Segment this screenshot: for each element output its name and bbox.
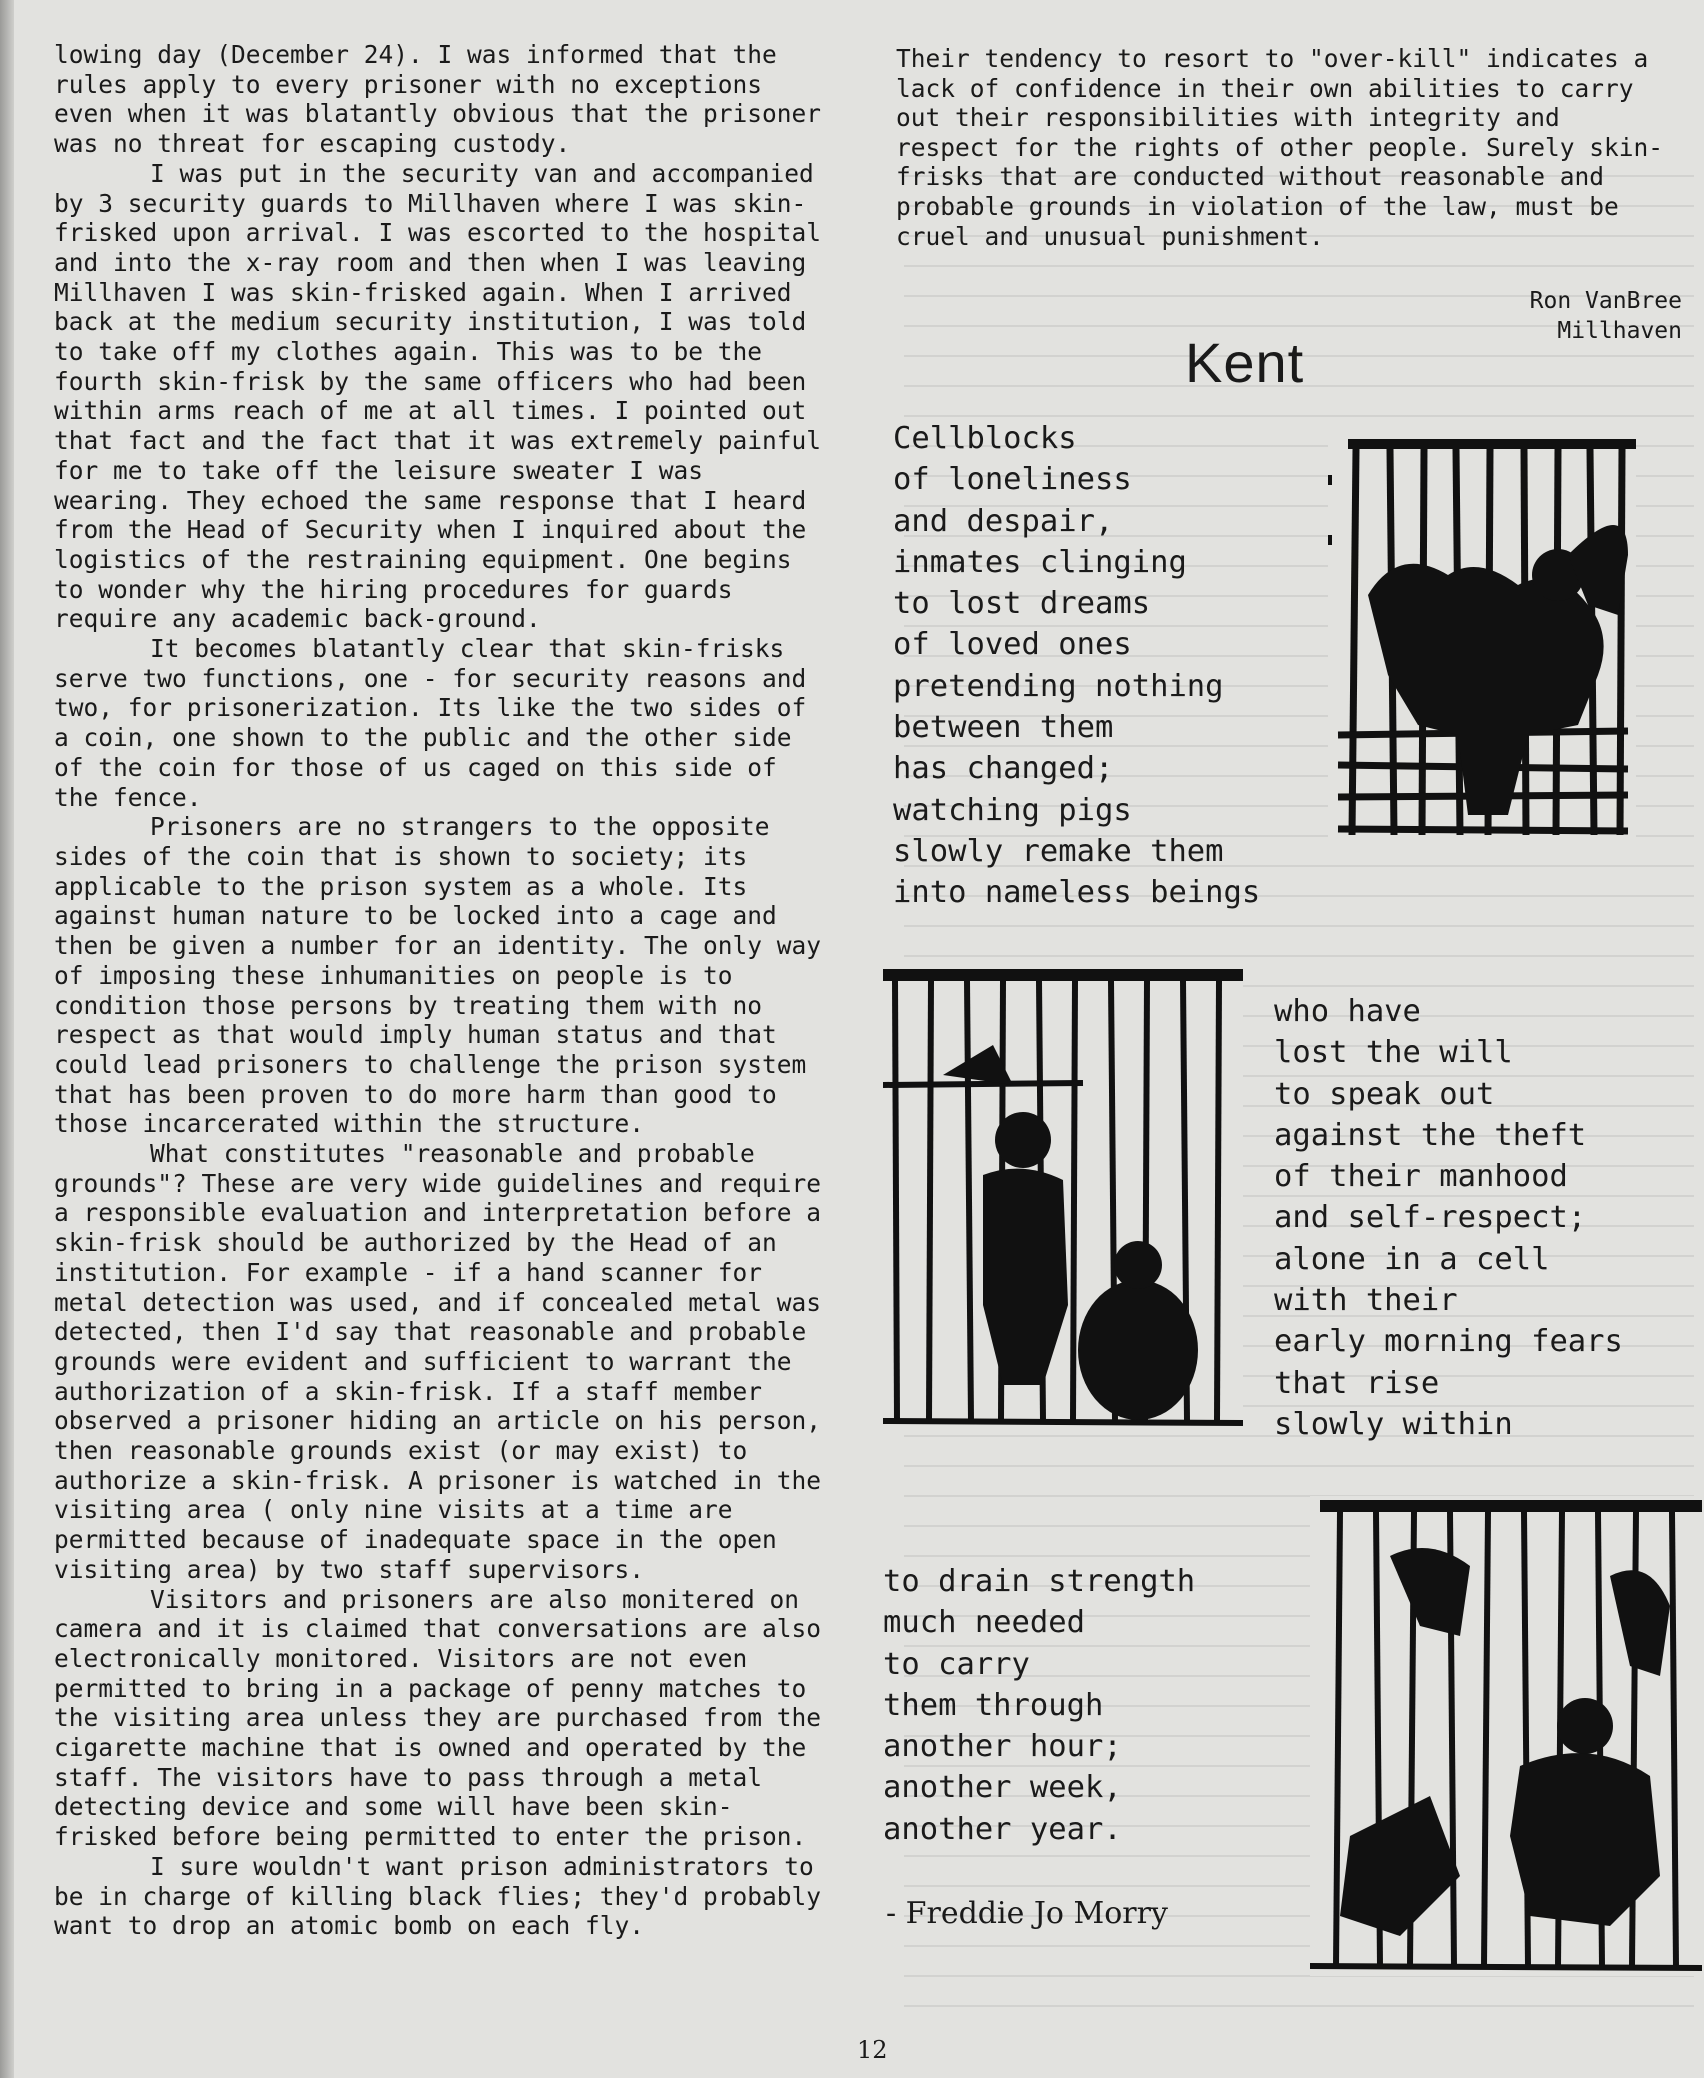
poem-line: into nameless beings <box>893 875 1261 911</box>
article-signature <box>1530 286 1682 346</box>
page-number: 12 <box>857 2036 888 2064</box>
poem-line: slowly remake them <box>893 833 1224 869</box>
poem-line: Cellblocks <box>893 421 1077 456</box>
poem-line: to lost dreams <box>893 586 1151 622</box>
poem-line: and despair, <box>893 503 1114 539</box>
poem-line: between them <box>893 710 1114 746</box>
article-paragraph: It becomes blatantly clear that skin-frisks serve two functions, one - for security reasons and two, for prisonerization. Its like the two sides of a coin, one shown to the public and the other side of the coin for those of us caged on this side of the fence. <box>54 634 807 812</box>
prison-bars-seated-icon <box>1310 1496 1702 1976</box>
poem-line: that rise <box>1274 1365 1440 1401</box>
article-paragraph: What constitutes "reasonable and probable grounds"? These are very wide guidelines and require a responsible evaluation and interpretation before a skin-frisk should be authorized by the Head of an institution. For example - if a hand scanner for metal detection was used, and if concealed metal was detected, then I'd say that reasonable and probable grounds were evident and sufficient to warrant the authorization of a skin-frisk. If a staff member observed a prisoner hiding an article on his person, then reasonable grounds exist (or may exist) to authorize a skin-frisk. A prisoner is watched in the visiting area ( only nine visits at a time are permitted because of inadequate space in the open visiting area) by two staff supervisors. <box>54 1139 822 1584</box>
article-paragraph: Visitors and prisoners are also monitered on camera and it is claimed that conversations are also electronically monitored. Visitors are not even permitted to bring in a package of penny matches to the visiting area unless they are purchased from the cigarette machine that is owned and operated by the staff. The visitors have to pass through a metal detecting device and some will have been skin-frisked before being permitted to enter the prison. <box>54 1584 822 1852</box>
poem-line: to speak out <box>1274 1076 1495 1112</box>
poem-stanza-3 <box>883 1561 1195 1850</box>
poem-stanza-2 <box>1274 991 1623 1445</box>
poem-line: another year. <box>883 1811 1122 1847</box>
poem-line: has changed; <box>893 751 1114 787</box>
poem-line: early morning fears <box>1274 1324 1623 1360</box>
article-paragraph: I sure wouldn't want prison administrators to be in charge of killing black flies; they'd probably want to drop an atomic bomb on each fly. <box>54 1851 822 1941</box>
poem-line: slowly within <box>1274 1406 1513 1442</box>
poem-line: another week, <box>883 1770 1122 1806</box>
poem-line: of loneliness <box>893 462 1132 498</box>
article-conclusion: Their tendency to resort to "over-kill" indicates a lack of confidence in their own abilities to carry out their responsibilities with integrity and respect for the rights of other people. Surely skin-frisks that are conducted without reasonable and probable grounds in violation of the law, must be cruel and unusual punishment. <box>896 44 1664 251</box>
left-article-column <box>54 40 834 1941</box>
article-paragraph: lowing day (December 24). I was informed that the rules apply to every prisoner with no exceptions even when it was blatantly obvious that the prisoner was no threat for escaping custody. <box>54 40 822 159</box>
poem-line: of loved ones <box>893 627 1132 663</box>
poem-author: - Freddie Jo Morry <box>886 1896 1168 1931</box>
poem-line: another hour; <box>883 1729 1122 1765</box>
poem-line: of their manhood <box>1274 1159 1568 1195</box>
poem-line: with their <box>1274 1283 1458 1319</box>
poem-line: watching pigs <box>893 792 1132 828</box>
article-paragraph: Prisoners are no strangers to the opposite sides of the coin that is shown to society; its applicable to the prison system as a whole. Its against human nature to be locked into a cage and then be given a number for an identity. The only way of imposing these inhumanities on people is to condition those persons by treating them with no respect as that would imply human status and that could lead prisoners to challenge the prison system that has been proven to do more harm than good to those incarcerated within the structure. <box>54 812 822 1139</box>
article-paragraph: I was put in the security van and accompanied by 3 security guards to Millhaven where I was skin-frisked upon arrival. I was escorted to the hospital and into the x-ray room and then when I was leaving Millhaven I was skin-frisked again. When I arrived back at the medium security institution, I was told to take off my clothes again. This was to be the fourth skin-frisk by the same officers who had been within arms reach of me at all times. I pointed out that fact and the fact that it was extremely painful for me to take off the leisure sweater I was wearing. They echoed the same response that I heard from the Head of Security when I inquired about the logistics of the restraining equipment. One begins to wonder why the hiring procedures for guards require any academic back-ground. <box>54 158 822 634</box>
poem-line: them through <box>883 1687 1104 1723</box>
poem-line: and self-respect; <box>1274 1200 1587 1236</box>
prison-bars-silhouette-icon <box>1328 435 1636 845</box>
poem-line: to drain strength <box>883 1564 1196 1599</box>
poem-line: to carry <box>883 1646 1030 1682</box>
poem-line: inmates clinging <box>893 544 1187 580</box>
poem-line: against the theft <box>1274 1117 1587 1153</box>
page-binding-shadow <box>0 0 14 2078</box>
author-location: Millhaven <box>1557 318 1682 344</box>
prison-bars-figures-icon <box>883 965 1243 1435</box>
poem-line: much needed <box>883 1605 1085 1641</box>
poem-line: alone in a cell <box>1274 1241 1550 1277</box>
poem-title: Kent <box>1185 331 1305 394</box>
poem-line: who have <box>1274 994 1421 1029</box>
poem-line: lost the will <box>1274 1035 1513 1071</box>
poem-line: pretending nothing <box>893 668 1224 704</box>
poem-stanza-1 <box>893 418 1260 914</box>
author-name: Ron VanBree <box>1529 288 1682 314</box>
